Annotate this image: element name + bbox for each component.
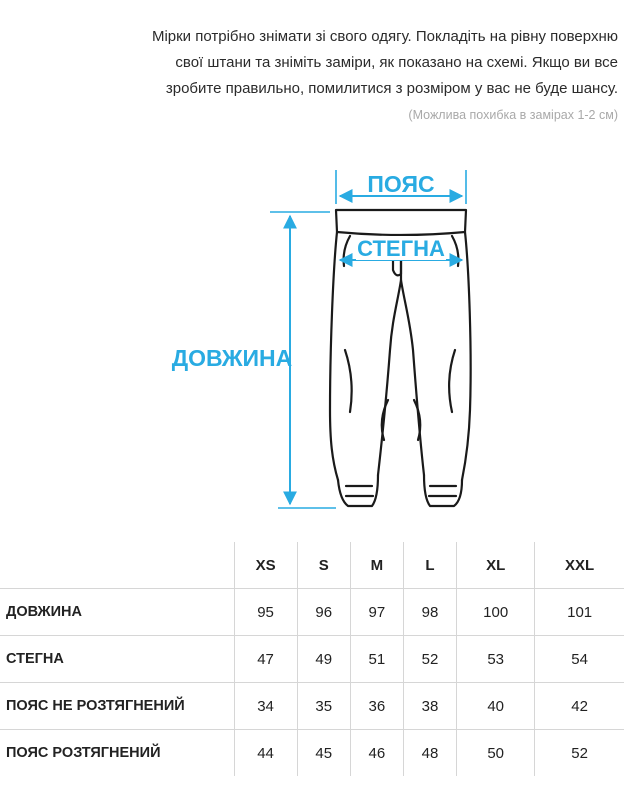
table-cell: 101	[535, 589, 624, 636]
table-cell: 52	[403, 636, 456, 683]
table-row	[0, 636, 624, 683]
length-measurement	[172, 212, 336, 508]
size-header: XXL	[535, 542, 624, 589]
intro-line-1: Мірки потрібно знімати зі свого одягу. Покладіть на рівну поверхню	[151, 28, 618, 45]
table-row	[0, 589, 624, 636]
table-cell: 95	[234, 589, 297, 636]
table-cell: 98	[403, 589, 456, 636]
table-row	[0, 683, 624, 730]
table-row	[0, 730, 624, 777]
size-table	[0, 542, 624, 776]
intro-text	[18, 24, 618, 102]
waist-measurement	[336, 170, 466, 204]
table-cell: 96	[297, 589, 350, 636]
header-empty-cell	[0, 542, 234, 589]
table-cell: 38	[403, 683, 456, 730]
table-cell: 100	[457, 589, 535, 636]
table-cell: 53	[457, 636, 535, 683]
hips-measurement	[340, 236, 462, 261]
table-cell: 44	[234, 730, 297, 777]
table-cell: 50	[457, 730, 535, 777]
size-header: L	[403, 542, 456, 589]
table-cell: 35	[297, 683, 350, 730]
hips-label: СТЕГНА	[357, 236, 445, 261]
table-cell: 34	[234, 683, 297, 730]
size-header: M	[350, 542, 403, 589]
table-cell: 47	[234, 636, 297, 683]
intro-line-3: зробите правильно, помилитися з розміром у вас не буде шансу.	[165, 80, 618, 97]
intro-line-2: свої штани та зніміть заміри, як показано на схемі. Якщо ви все	[175, 54, 618, 71]
table-cell: 42	[535, 683, 624, 730]
table-cell: 54	[535, 636, 624, 683]
row-label: ДОВЖИНА	[6, 604, 82, 620]
waist-label: ПОЯС	[367, 171, 435, 197]
table-cell: 51	[350, 636, 403, 683]
table-cell: 40	[457, 683, 535, 730]
table-cell: 48	[403, 730, 456, 777]
row-label: ПОЯС НЕ РОЗТЯГНЕНИЙ	[0, 683, 234, 730]
size-header: S	[297, 542, 350, 589]
measurement-note: (Можлива похибка в замірах 1-2 см)	[408, 108, 618, 122]
table-cell: 45	[297, 730, 350, 777]
pants-measurement-diagram	[0, 150, 626, 530]
length-label: ДОВЖИНА	[171, 345, 293, 371]
row-label: СТЕГНА	[0, 636, 234, 683]
size-header: XL	[457, 542, 535, 589]
table-cell: 49	[297, 636, 350, 683]
row-label: ПОЯС РОЗТЯГНЕНИЙ	[0, 730, 234, 777]
size-header-row	[0, 542, 624, 589]
table-cell: 36	[350, 683, 403, 730]
table-cell: 52	[535, 730, 624, 777]
size-header: XS	[234, 542, 297, 589]
table-cell: 46	[350, 730, 403, 777]
table-cell: 97	[350, 589, 403, 636]
